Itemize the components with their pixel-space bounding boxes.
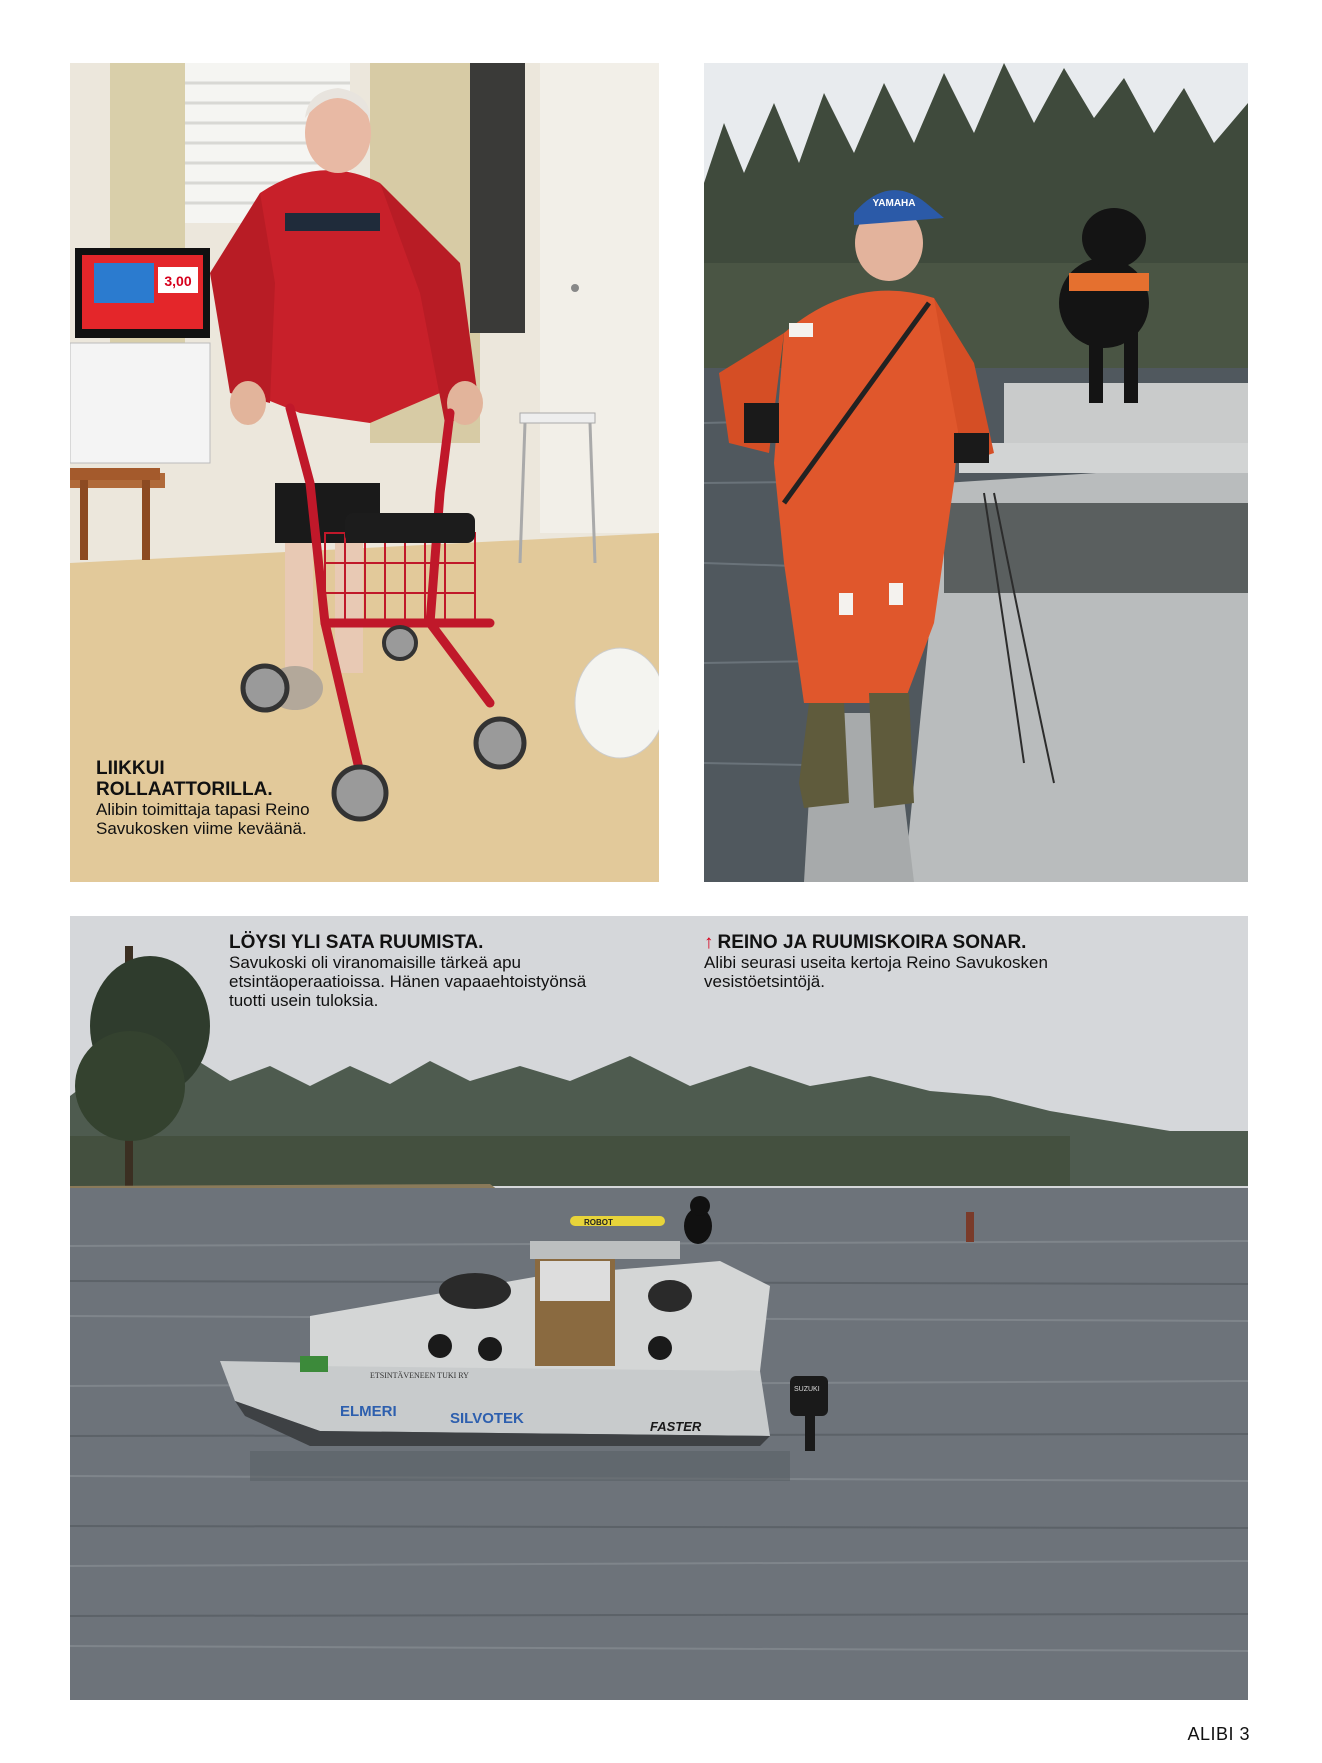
- caption-sonar-head: REINO JA RUUMISKOIRA SONAR.: [717, 932, 1027, 953]
- caption-rollator-body: Alibin toimittaja tapasi Reino Savukosken viime keväänä.: [96, 800, 310, 838]
- arrow-up-icon: ↑: [704, 932, 714, 953]
- caption-found-body: Savukoski oli viranomaisille tärkeä apu etsintäoperaatioissa. Hänen vapaaehtoistyönsä tuotti usein tuloksia.: [229, 953, 587, 1010]
- boat-name-1-text: ELMERI: [340, 1403, 397, 1420]
- photo-man-and-dog-on-boat: [704, 63, 1248, 882]
- engine-brand-text: SUZUKI: [794, 1386, 820, 1393]
- boat-make-text: FASTER: [650, 1419, 702, 1434]
- tv-price-text: 3,00: [164, 273, 192, 289]
- cap-brand-text: YAMAHA: [872, 198, 916, 209]
- caption-found-bodies: [229, 932, 589, 1010]
- boat-name-2-text: SILVOTEK: [450, 1410, 524, 1427]
- page-footer: ALIBI 3: [1187, 1724, 1250, 1744]
- caption-found-head: LÖYSI YLI SATA RUUMISTA.: [229, 932, 484, 953]
- photo-search-boat-on-lake: [70, 916, 1248, 1700]
- caption-sonar-body: Alibi seurasi useita kertoja Reino Savukosken vesistöetsintöjä.: [704, 953, 1048, 991]
- caption-reino-and-sonar: [704, 932, 1064, 991]
- robot-label-text: ROBOT: [584, 1218, 613, 1227]
- caption-rollator-head: LIIKKUI ROLLAATTORILLA.: [96, 758, 273, 800]
- caption-rollator: [96, 758, 326, 838]
- boat-org-text: ETSINTÄVENEEN TUKI RY: [370, 1371, 469, 1380]
